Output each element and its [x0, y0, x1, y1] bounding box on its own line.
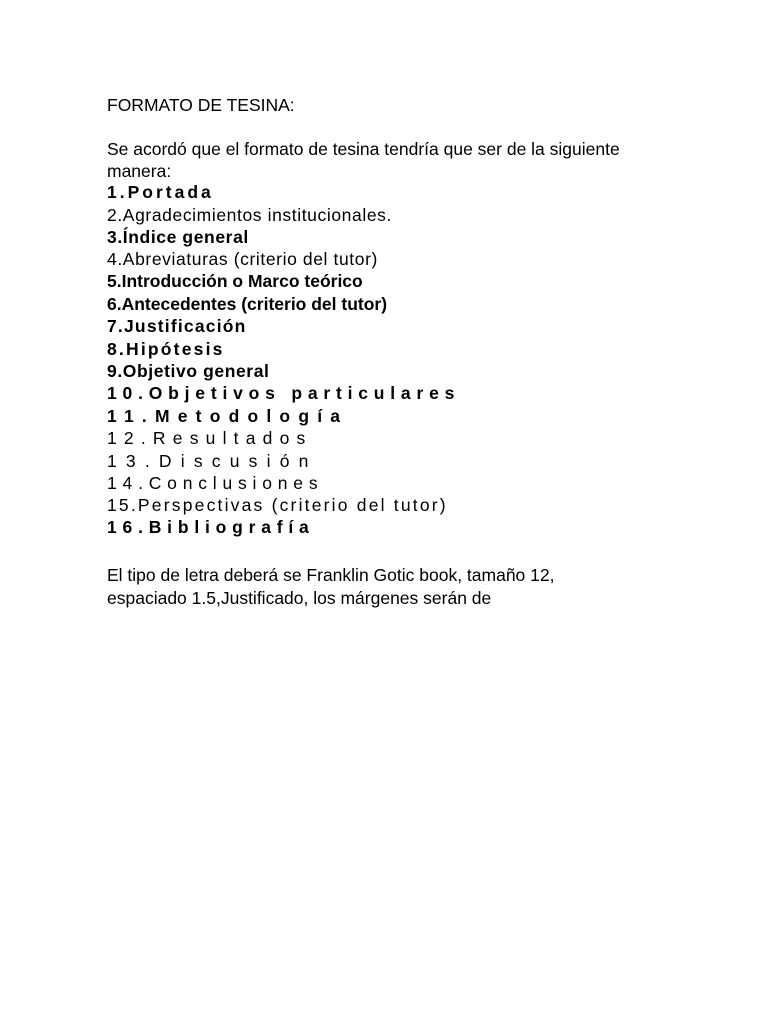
- list-item-abreviaturas: 4.Abreviaturas (criterio del tutor): [107, 249, 378, 269]
- list-item-objetivo-general: 9.Objetivo general: [107, 361, 270, 381]
- list-item-metodologia: 11.Metodología: [107, 406, 349, 426]
- outro-line-2: espaciado 1.5,Justificado, los márgenes serán de: [107, 588, 492, 608]
- list-item-resultados: 12.Resultados: [107, 428, 313, 448]
- intro-line-2: manera:: [107, 161, 172, 181]
- list-item-bibliografia: 16.Bibliografía: [107, 517, 315, 537]
- list-item-hipotesis: 8.Hipótesis: [107, 339, 225, 359]
- list-item-antecedentes: 6.Antecedentes (criterio del tutor): [107, 294, 388, 314]
- list-item-portada: 1.Portada: [107, 182, 214, 202]
- intro-line-1: Se acordó que el formato de tesina tendría que ser de la siguiente: [107, 139, 620, 159]
- list-item-objetivos-particulares: 10.Objetivos particulares: [107, 383, 461, 403]
- list-item-conclusiones: 14.Conclusiones: [107, 473, 324, 493]
- list-item-discusion: 13.Discusión: [107, 451, 318, 471]
- list-item-indice: 3.Índice general: [107, 227, 249, 247]
- document-title: FORMATO DE TESINA:: [107, 95, 295, 115]
- list-item-justificacion: 7.Justificación: [107, 316, 247, 336]
- list-item-perspectivas: 15.Perspectivas (criterio del tutor): [107, 495, 448, 515]
- outro-line-1: El tipo de letra deberá se Franklin Gotic book, tamaño 12,: [107, 565, 555, 585]
- list-item-introduccion: 5.Introducción o Marco teórico: [107, 271, 363, 291]
- list-item-agradecimientos: 2.Agradecimientos institucionales.: [107, 205, 392, 225]
